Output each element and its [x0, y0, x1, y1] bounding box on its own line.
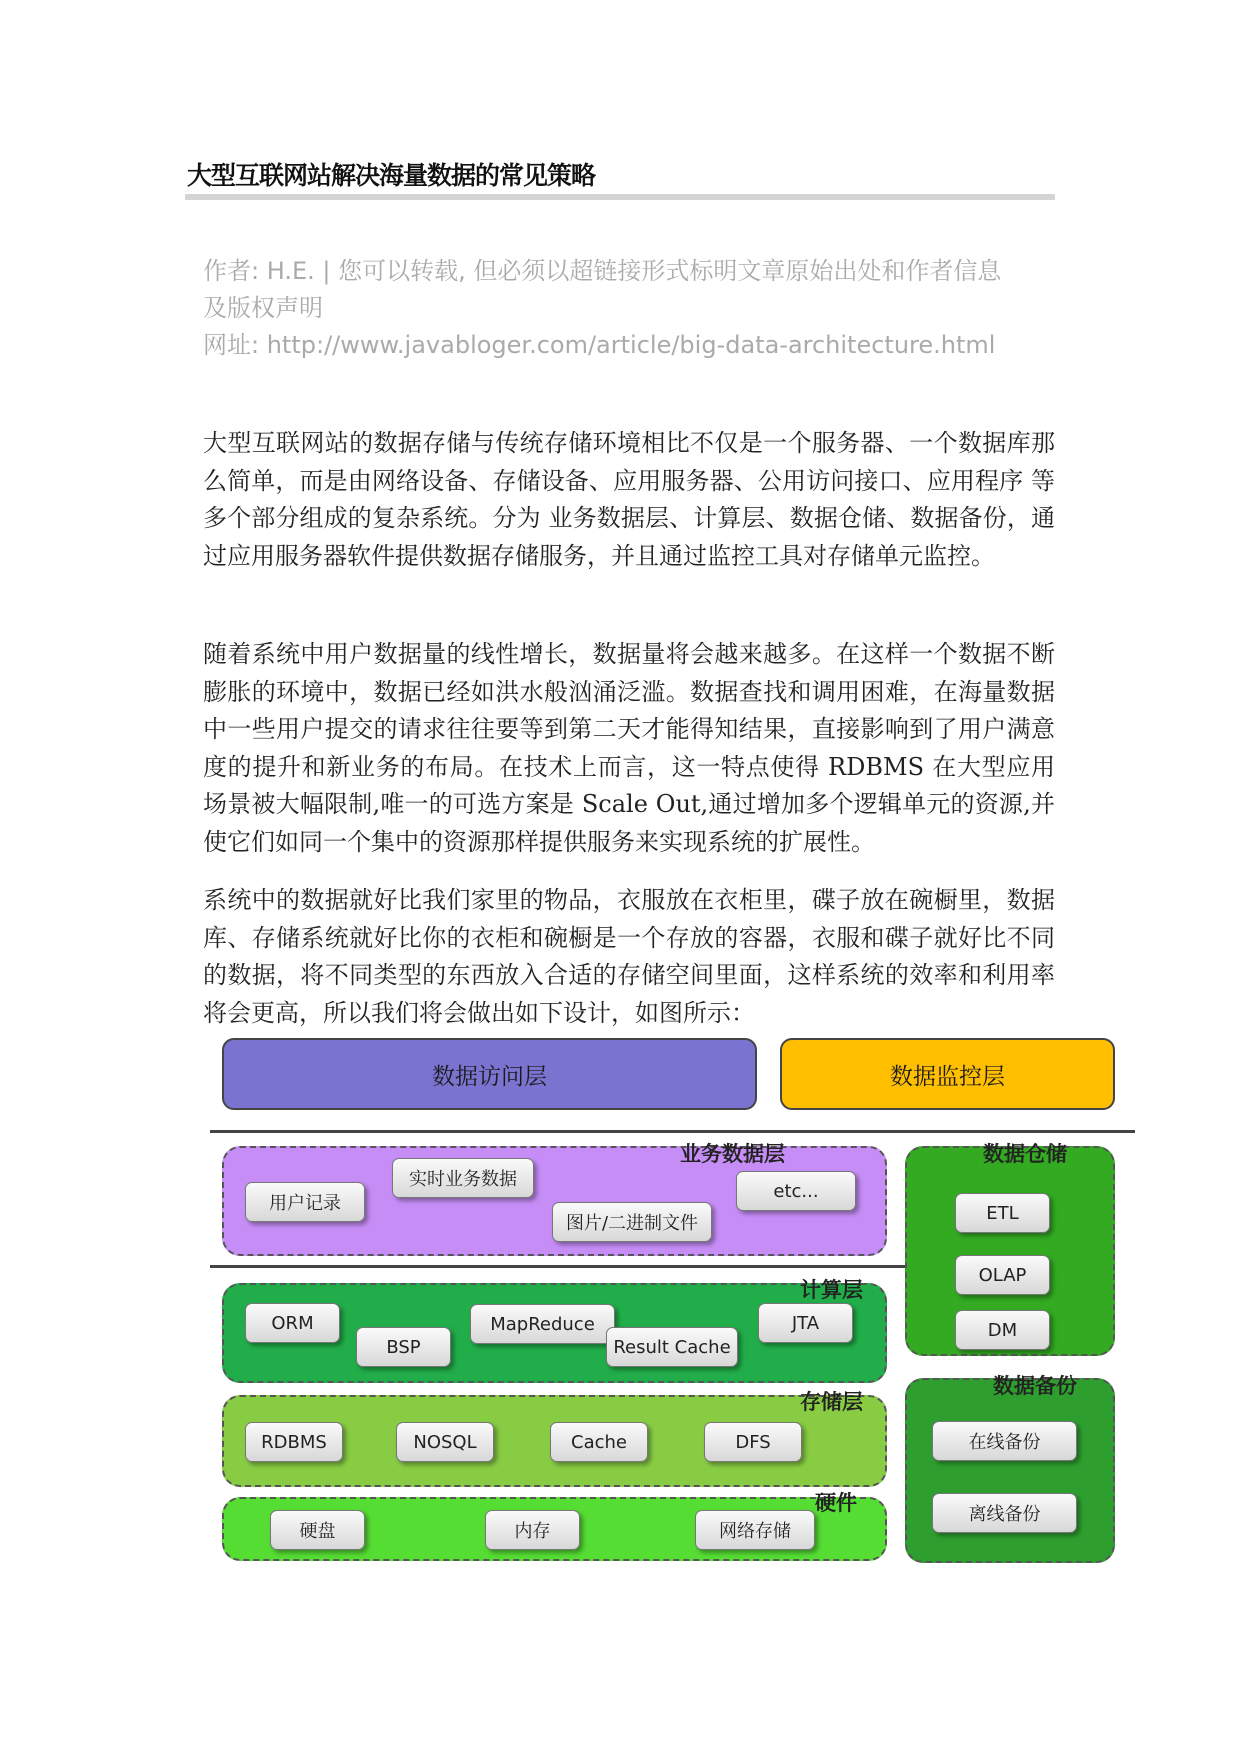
chip-user-records: 用户记录	[245, 1182, 365, 1222]
chip-offline-backup: 离线备份	[932, 1493, 1077, 1533]
paragraph-2: 随着系统中用户数据量的线性增长，数据量将会越来越多。在这样一个数据不断膨胀的环境中，数据已经如洪水般汹涌泛滥。数据查找和调用困难，在海量数据中一些用户提交的请求往往要等到第二天才能得知结果，直接影响到了用户满意度的提升和新业务的布局。在技术上而言，这一特点使得 RDBMS 在大型应用场景被大幅限制,唯一的可选方案是 Scale Out,通过增加多个逻辑单元的资源,并使它们如同一个集中的资源那样提供服务来实现系统的扩展性。	[203, 640, 1055, 856]
meta-copyright-line: 及版权声明	[203, 294, 323, 322]
chip-mapreduce: MapReduce	[470, 1304, 615, 1344]
data-monitor-layer	[780, 1038, 1115, 1110]
title-divider	[185, 194, 1055, 200]
chip-realtime-business-data: 实时业务数据	[392, 1158, 534, 1198]
chip-rdbms: RDBMS	[245, 1422, 343, 1462]
data-monitor-layer-label: 数据监控层	[890, 1063, 1005, 1090]
chip-olap: OLAP	[955, 1255, 1050, 1295]
chip-orm: ORM	[245, 1303, 340, 1343]
data-access-layer	[222, 1038, 757, 1110]
chip-dm: DM	[955, 1310, 1050, 1350]
hardware-layer-label: 硬件	[815, 1491, 857, 1515]
chip-etl: ETL	[955, 1193, 1050, 1233]
meta-url-line: 网址: http://www.javabloger.com/article/big-data-architecture.html	[203, 331, 996, 359]
chip-cache: Cache	[550, 1422, 648, 1462]
divider-line-middle	[210, 1265, 905, 1268]
chip-bsp: BSP	[356, 1327, 451, 1367]
chip-hard-disk: 硬盘	[270, 1510, 365, 1550]
storage-layer-label: 存储层	[800, 1390, 863, 1414]
architecture-diagram	[210, 1038, 1140, 1578]
chip-images-binary-files: 图片/二进制文件	[552, 1202, 712, 1242]
article-meta	[203, 253, 1053, 364]
paragraph-3: 系统中的数据就好比我们家里的物品，衣服放在衣柜里，碟子放在碗橱里，数据库、存储系统就好比你的衣柜和碗橱是一个存放的容器，衣服和碟子就好比不同的数据，将不同类型的东西放入合适的存储空间里面，这样系统的效率和利用率将会更高，所以我们将会做出如下设计，如图所示：	[203, 886, 1055, 1027]
chip-memory: 内存	[485, 1510, 580, 1550]
meta-author-line: 作者: H.E. | 您可以转载, 但必须以超链接形式标明文章原始出处和作者信息	[203, 257, 1002, 285]
divider-line-top	[210, 1130, 1135, 1133]
chip-network-storage: 网络存储	[695, 1510, 815, 1550]
chip-dfs: DFS	[704, 1422, 802, 1462]
chip-nosql: NOSQL	[396, 1422, 494, 1462]
chip-jta: JTA	[758, 1303, 853, 1343]
data-warehouse-label: 数据仓储	[983, 1142, 1067, 1166]
article-title: 大型互联网站解决海量数据的常见策略	[187, 161, 596, 190]
chip-etc: etc...	[736, 1171, 856, 1211]
compute-layer-label: 计算层	[800, 1278, 863, 1302]
data-backup-panel	[905, 1378, 1115, 1563]
data-access-layer-label: 数据访问层	[432, 1063, 547, 1090]
chip-online-backup: 在线备份	[932, 1421, 1077, 1461]
data-backup-label: 数据备份	[993, 1374, 1077, 1398]
paragraph-1: 大型互联网站的数据存储与传统存储环境相比不仅是一个服务器、一个数据库那么简单，而是由网络设备、存储设备、应用服务器、公用访问接口、应用程序 等多个部分组成的复杂系统。分为 业务数据层、计算层、数据仓储、数据备份，通过应用服务器软件提供数据存储服务，并且通过监控工具对存储单元监控。	[203, 429, 1055, 570]
chip-result-cache: Result Cache	[606, 1327, 738, 1367]
business-data-layer-label: 业务数据层	[680, 1142, 785, 1166]
